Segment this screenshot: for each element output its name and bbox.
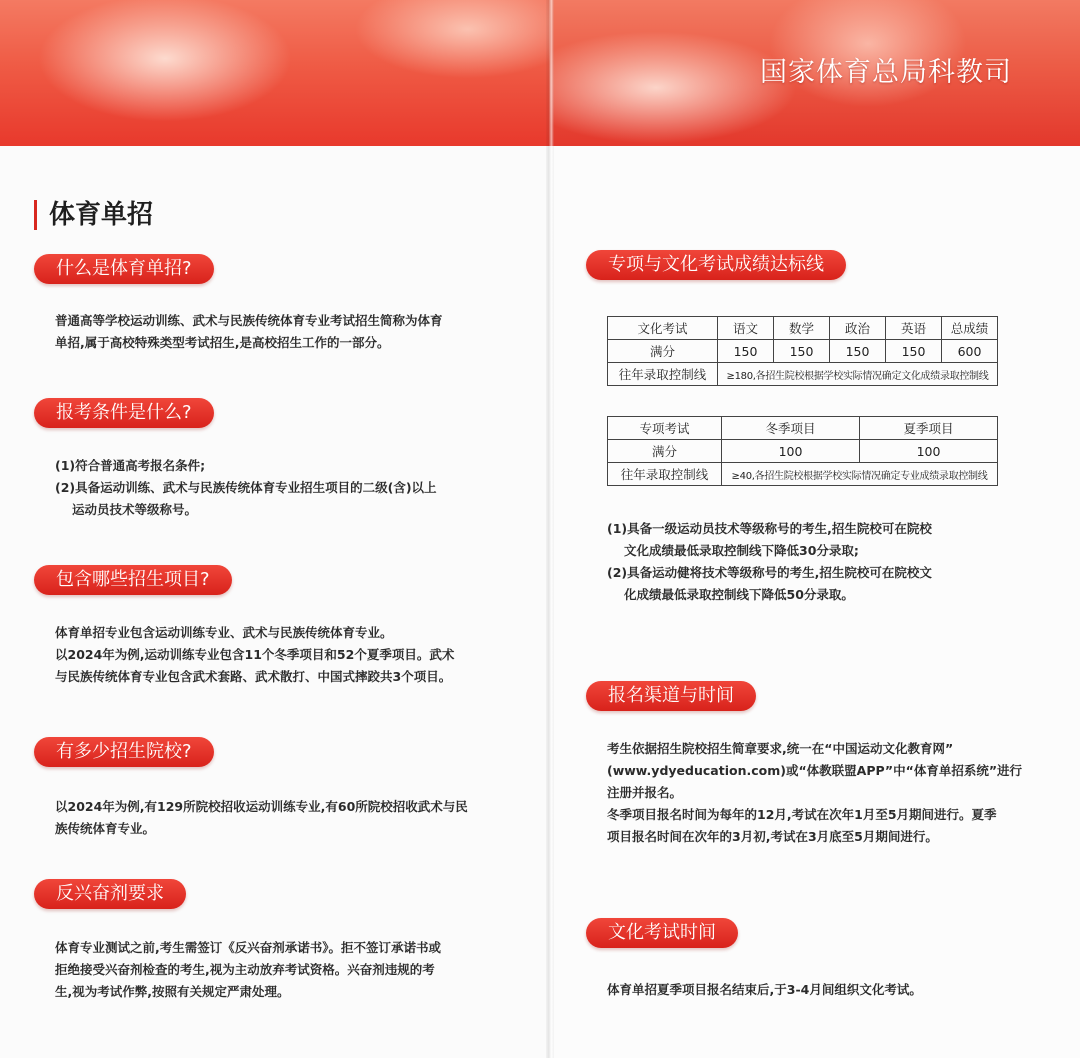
section-heading-what-is: 什么是体育单招? — [34, 254, 214, 284]
section-heading-programs: 包含哪些招生项目? — [34, 565, 232, 595]
table-cell: 150 — [718, 340, 774, 363]
table-row — [608, 417, 998, 440]
right-banner — [550, 0, 1080, 146]
section-heading-schools: 有多少招生院校? — [34, 737, 214, 767]
table-cell: 夏季项目 — [860, 417, 998, 440]
text-line: 冬季项目报名时间为每年的12月,考试在次年1月至5月期间进行。夏季 — [607, 807, 997, 822]
section-body-what-is — [55, 310, 443, 354]
table-cell: 150 — [886, 340, 942, 363]
section-heading-exam-time: 文化考试时间 — [586, 918, 738, 948]
section-body-eligibility — [55, 455, 437, 521]
table-cell: 政治 — [830, 317, 886, 340]
table-row — [608, 317, 998, 340]
table-cell: 满分 — [608, 440, 722, 463]
text-line: 注册并报名。 — [607, 785, 683, 800]
table-row — [608, 440, 998, 463]
text-line: 生,视为考试作弊,按照有关规定严肃处理。 — [55, 984, 290, 999]
text-line: 考生依据招生院校招生简章要求,统一在“中国运动文化教育网” — [607, 741, 954, 756]
table-cell: 文化考试 — [608, 317, 718, 340]
table-row — [608, 363, 998, 386]
table-cell: 冬季项目 — [722, 417, 860, 440]
section-body-exam-time — [607, 979, 922, 1001]
section-heading-score-line: 专项与文化考试成绩达标线 — [586, 250, 846, 280]
table-cell: 150 — [830, 340, 886, 363]
section-body-schools — [55, 796, 468, 840]
text-line: 体育专业测试之前,考生需签订《反兴奋剂承诺书》。拒不签订承诺书或 — [55, 940, 441, 955]
text-line: 族传统体育专业。 — [55, 821, 156, 836]
text-line: 单招,属于高校特殊类型考试招生,是高校招生工作的一部分。 — [55, 335, 390, 350]
text-line: (1)符合普通高考报名条件; — [55, 458, 206, 473]
text-line: 以2024年为例,运动训练专业包含11个冬季项目和52个夏季项目。武术 — [55, 647, 455, 662]
page-title: 体育单招 — [34, 200, 153, 230]
score-notes — [607, 518, 932, 606]
table-row — [608, 463, 998, 486]
section-heading-registration: 报名渠道与时间 — [586, 681, 756, 711]
right-page — [550, 0, 1080, 1058]
text-line: (2)具备运动训练、武术与民族传统体育专业招生项目的二级(含)以上 — [55, 480, 437, 495]
section-heading-anti-doping: 反兴奋剂要求 — [34, 879, 186, 909]
text-line: 与民族传统体育专业包含武术套路、武术散打、中国式摔跤共3个项目。 — [55, 669, 452, 684]
table-cell: 600 — [942, 340, 998, 363]
section-body-anti-doping — [55, 937, 441, 1003]
text-line: 文化成绩最低录取控制线下降低30分录取; — [624, 543, 859, 558]
org-title: 国家体育总局科教司 — [760, 57, 1012, 88]
text-line: 拒绝接受兴奋剂检查的考生,视为主动放弃考试资格。兴奋剂违规的考 — [55, 962, 435, 977]
section-body-registration — [607, 738, 1022, 848]
text-line: 项目报名时间在次年的3月初,考试在3月底至5月期间进行。 — [607, 829, 938, 844]
culture-score-table — [607, 316, 998, 386]
table-cell: 满分 — [608, 340, 718, 363]
table-cell: 语文 — [718, 317, 774, 340]
text-line: (2)具备运动健将技术等级称号的考生,招生院校可在院校文 — [607, 565, 932, 580]
special-score-table — [607, 416, 998, 486]
text-line: 普通高等学校运动训练、武术与民族传统体育专业考试招生简称为体育 — [55, 313, 443, 328]
text-line: 体育单招夏季项目报名结束后,于3-4月间组织文化考试。 — [607, 982, 922, 997]
table-cell: 总成绩 — [942, 317, 998, 340]
text-line: 体育单招专业包含运动训练专业、武术与民族传统体育专业。 — [55, 625, 393, 640]
table-cell: 往年录取控制线 — [608, 463, 722, 486]
text-line: 运动员技术等级称号。 — [72, 502, 198, 517]
section-body-programs — [55, 622, 454, 688]
table-cell: 100 — [722, 440, 860, 463]
table-cell: 英语 — [886, 317, 942, 340]
page-fold — [546, 0, 554, 1058]
table-cell: 专项考试 — [608, 417, 722, 440]
text-line: (1)具备一级运动员技术等级称号的考生,招生院校可在院校 — [607, 521, 932, 536]
left-banner — [0, 0, 550, 146]
section-heading-eligibility: 报考条件是什么? — [34, 398, 214, 428]
table-row — [608, 340, 998, 363]
table-cell: 往年录取控制线 — [608, 363, 718, 386]
text-line: 化成绩最低录取控制线下降低50分录取。 — [624, 587, 854, 602]
table-cell: ≥180,各招生院校根据学校实际情况确定文化成绩录取控制线 — [718, 363, 998, 386]
table-cell: ≥40,各招生院校根据学校实际情况确定专业成绩录取控制线 — [722, 463, 998, 486]
table-cell: 100 — [860, 440, 998, 463]
table-cell: 数学 — [774, 317, 830, 340]
text-line: (www.ydyeducation.com)或“体教联盟APP”中“体育单招系统”进行 — [607, 763, 1023, 778]
text-line: 以2024年为例,有129所院校招收运动训练专业,有60所院校招收武术与民 — [55, 799, 468, 814]
table-cell: 150 — [774, 340, 830, 363]
